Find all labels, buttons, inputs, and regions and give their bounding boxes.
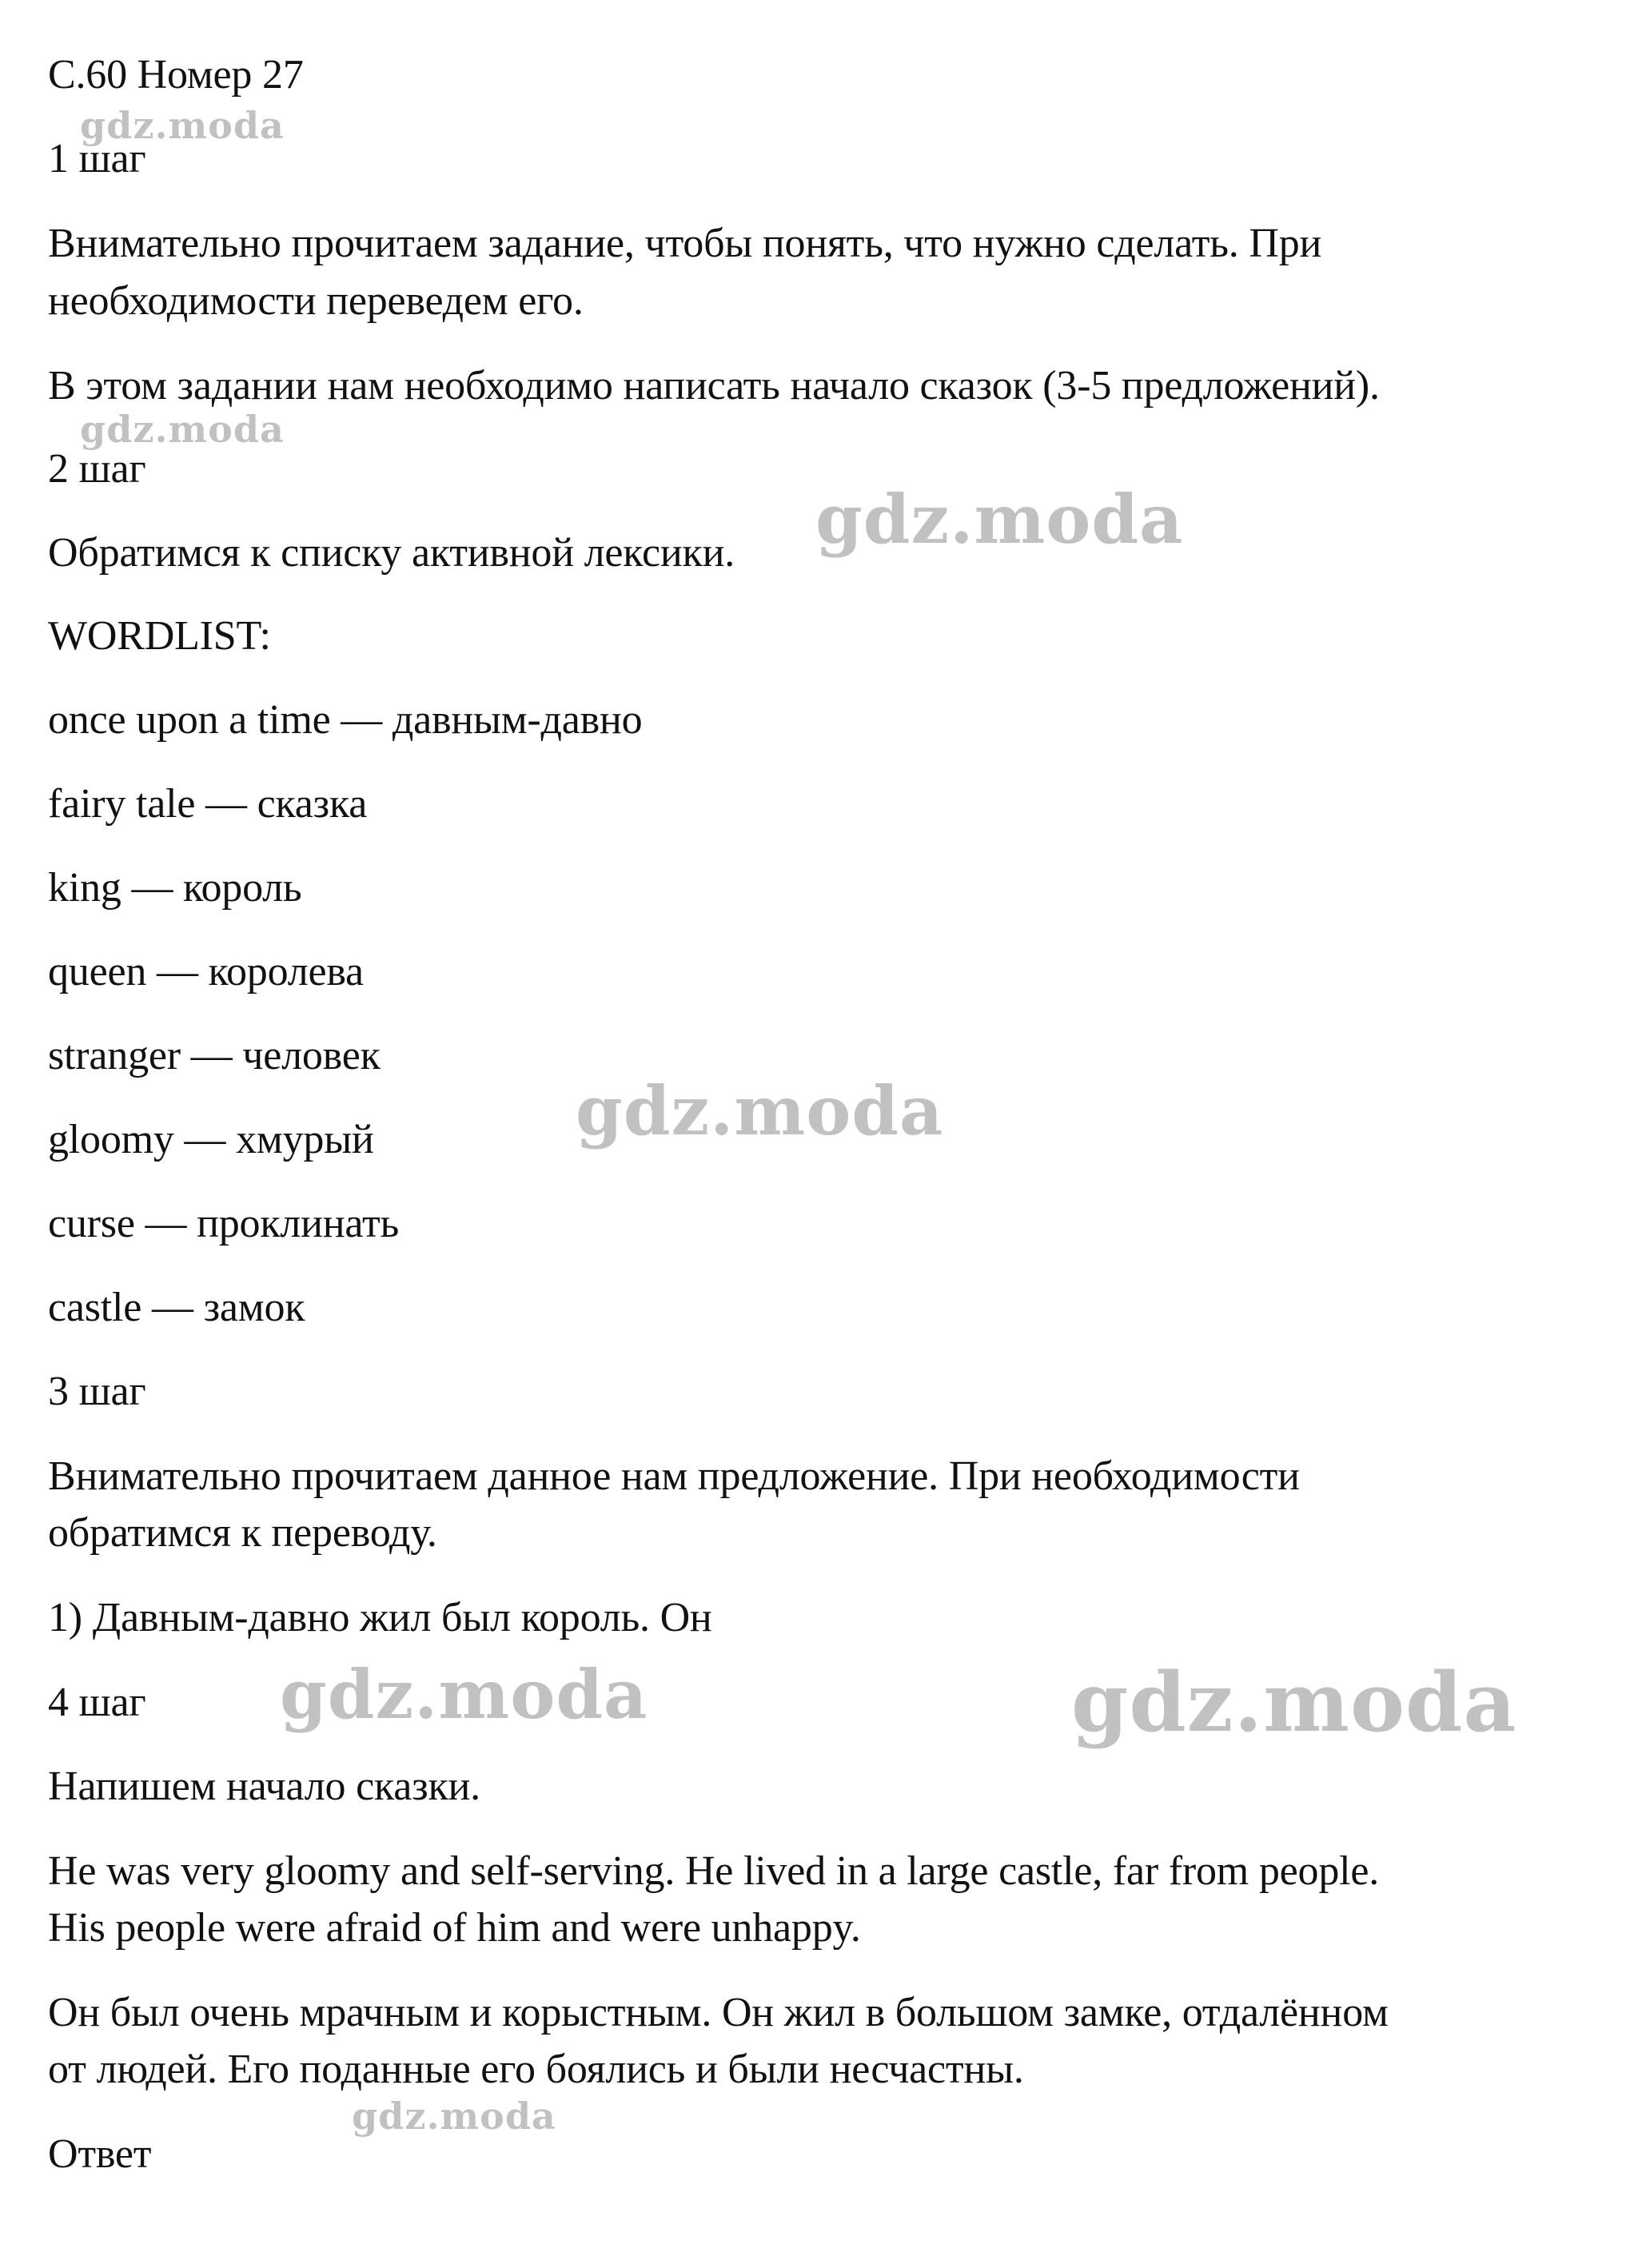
paragraph-1-line-1: Внимательно прочитаем задание, чтобы понять, что нужно сделать. При — [48, 221, 1322, 266]
paragraph-4-line-1: Внимательно прочитаем данное нам предложение. При необходимости — [48, 1453, 1300, 1499]
paragraph-5: 1) Давным-давно жил был король. Он — [48, 1595, 712, 1640]
page-title: С.60 Номер 27 — [48, 52, 304, 98]
watermark: gdz.moda — [352, 2095, 556, 2138]
paragraph-8-line-2: от людей. Его поданные его боялись и были несчастны. — [48, 2047, 1024, 2092]
wordlist-item: queen — королева — [48, 949, 364, 994]
wordlist-item: king — король — [48, 865, 302, 911]
watermark: gdz.moda — [80, 408, 285, 451]
step-2-heading: 2 шаг — [48, 446, 146, 492]
paragraph-2: В этом задании нам необходимо написать начало сказок (3-5 предложений). — [48, 363, 1380, 409]
watermark: gdz.moda — [815, 480, 1184, 559]
paragraph-4-line-2: обратимся к переводу. — [48, 1510, 437, 1556]
wordlist-title: WORDLIST: — [48, 613, 271, 659]
watermark: gdz.moda — [80, 104, 285, 147]
watermark: gdz.moda — [1071, 1655, 1517, 1751]
wordlist-item: once upon a time — давным-давно — [48, 697, 643, 743]
wordlist-item: castle — замок — [48, 1285, 305, 1330]
paragraph-6: Напишем начало сказки. — [48, 1764, 480, 1809]
paragraph-7-line-2: His people were afraid of him and were unhappy. — [48, 1905, 861, 1951]
step-4-heading: 4 шаг — [48, 1680, 146, 1725]
paragraph-7-line-1: He was very gloomy and self-serving. He lived in a large castle, far from people. — [48, 1848, 1380, 1894]
wordlist-item: curse — проклинать — [48, 1201, 399, 1246]
wordlist-item: fairy tale — сказка — [48, 781, 368, 827]
answer-label: Ответ — [48, 2131, 152, 2177]
step-3-heading: 3 шаг — [48, 1369, 146, 1414]
watermark: gdz.moda — [280, 1655, 648, 1734]
wordlist-item: stranger — человек — [48, 1033, 381, 1078]
paragraph-8-line-1: Он был очень мрачным и корыстным. Он жил в большом замке, отдалённом — [48, 1990, 1389, 2035]
watermark: gdz.moda — [576, 1071, 944, 1150]
paragraph-3: Обратимся к списку активной лексики. — [48, 530, 735, 576]
step-1-heading: 1 шаг — [48, 136, 146, 181]
paragraph-1-line-2: необходимости переведем его. — [48, 278, 584, 324]
wordlist-item: gloomy — хмурый — [48, 1117, 374, 1162]
